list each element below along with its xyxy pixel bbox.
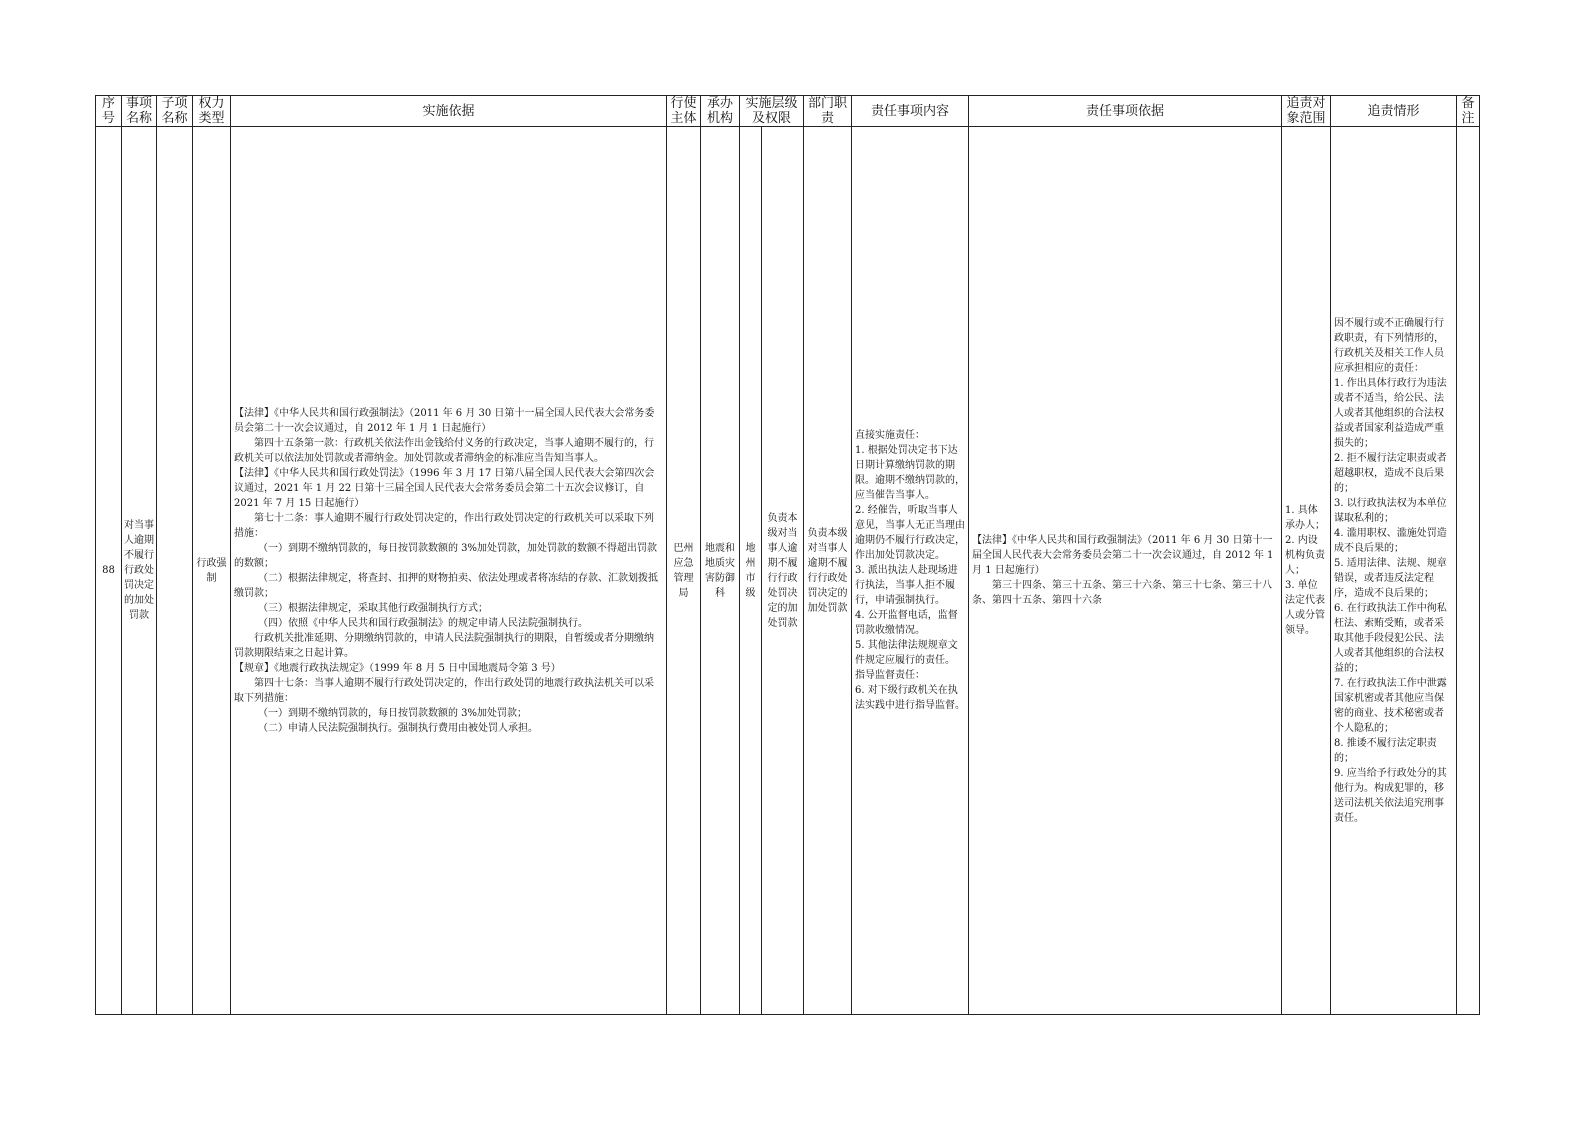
situation-item: 因不履行或不正确履行行政职责，有下列情形的，行政机关及相关工作人员应承担相应的责任：	[1334, 317, 1445, 374]
header-item-name: 事项名称	[122, 96, 157, 127]
basis-paragraph: 行政机关批准延期、分期缴纳罚款的，申请人民法院强制执行的期限，自暂缓或者分期缴纳罚款期限结束之日起计算。	[234, 632, 654, 659]
resp-content-item: 6. 对下级行政机关在执法实践中进行指导监督。	[855, 685, 966, 711]
situation-item: 9. 应当给予行政处分的其他行为。构成犯罪的，移送司法机关依法追究刑事责任。	[1334, 767, 1447, 824]
cell-note	[1457, 127, 1480, 1015]
situation-item: 8. 推诿不履行法定职责的；	[1334, 737, 1437, 764]
resp-basis-paragraph: 第三十四条、第三十五条、第三十六条、第三十七条、第三十八条、第四十五条、第四十六条	[972, 580, 1273, 606]
resp-content-item: 2. 经催告，听取当事人意见，当事人无正当理由逾期仍不履行行政决定，作出加处罚款决定。	[855, 505, 966, 561]
basis-paragraph: 【法律】《中华人民共和国行政强制法》（2011 年 6 月 30 日第十一届全国人民代表大会常务委员会第二十一次会议通过，自 2012 年 1 月 1 日起施行）	[234, 407, 655, 434]
situation-item: 4. 滥用职权、滥施处罚造成不良后果的；	[1334, 527, 1447, 554]
resp-content-item: 1. 根据处罚决定书下达日期计算缴纳罚款的期限。逾期不缴纳罚款的，应当催告当事人。	[855, 445, 966, 501]
basis-paragraph: （一）到期不缴纳罚款的，每日按罚款数额的 3%加处罚款；	[258, 707, 528, 719]
cell-basis	[231, 127, 667, 1015]
resp-content-item: 5. 其他法律法规规章文件规定应履行的责任。	[855, 640, 958, 666]
header-note: 备注	[1457, 96, 1480, 127]
basis-paragraph: 第七十二条：事人逾期不履行行政处罚决定的，作出行政处罚决定的行政机关可以采取下列措施：	[234, 512, 654, 539]
cell-item-name: 对当事人逾期不履行行政处罚决定的加处罚款	[122, 127, 157, 1015]
header-row	[96, 96, 1480, 127]
situation-item: 7. 在行政执法工作中泄露国家机密或者其他应当保密的商业、技术秘密或者个人隐私的；	[1334, 677, 1447, 734]
header-scope: 追责对象范围	[1282, 96, 1331, 127]
resp-content-item: 指导监督责任：	[855, 670, 926, 681]
cell-sub-item-name	[157, 127, 193, 1015]
basis-paragraph: （二）申请人民法院强制执行。强制执行费用由被处罚人承担。	[258, 722, 538, 734]
table-row	[96, 127, 1480, 1015]
basis-paragraph: 【法律】《中华人民共和国行政处罚法》（1996 年 3 月 17 日第八届全国人民代表大会第四次会议通过，2021 年 1 月 22 日第十三届全国人民代表大会常务委员会第二十五次会议修订，自 2021 年 7 月 15 日起施行）	[234, 467, 655, 509]
resp-basis-paragraph: 【法律】《中华人民共和国行政强制法》（2011 年 6 月 30 日第十一届全国人民代表大会常务委员会第二十一次会议通过，自 2012 年 1 月 1 日起施行）	[972, 535, 1277, 576]
header-level: 实施层级及权限	[740, 96, 804, 127]
cell-power-type: 行政强制	[193, 127, 231, 1015]
basis-paragraph: （三）根据法律规定，采取其他行政强制执行方式；	[258, 602, 488, 614]
scope-item: 1. 具体承办人；	[1285, 505, 1326, 531]
resp-content-list	[855, 428, 965, 713]
basis-paragraph: 第四十七条：当事人逾期不履行行政处罚决定的，作出行政处罚的地震行政执法机关可以采取下列措施：	[234, 677, 654, 704]
situation-item: 5. 适用法律、法规、规章错误，或者违反法定程序，造成不良后果的；	[1334, 557, 1447, 599]
header-sub-item-name: 子项名称	[157, 96, 193, 127]
situation-item: 3. 以行政执法权为本单位谋取私利的；	[1334, 497, 1447, 524]
resp-content-item: 直接实施责任：	[855, 430, 926, 441]
situations-list	[1334, 316, 1453, 826]
resp-content-item: 3. 派出执法人赴现场进行执法，当事人拒不履行，申请强制执行。	[855, 565, 958, 606]
cell-subject: 巴州应急管理局	[667, 127, 701, 1015]
scope-list	[1285, 503, 1327, 638]
scope-item: 2. 内设机构负责人；	[1285, 535, 1326, 576]
header-subject: 行使主体	[667, 96, 701, 127]
situation-item: 1. 作出具体行政行为违法或者不适当，给公民、法人或者其他组织的合法权益或者国家利益造成严重损失的；	[1334, 377, 1447, 449]
cell-level: 地州市级	[740, 127, 762, 1015]
cell-resp-content	[852, 127, 969, 1015]
basis-paragraph: 第四十五条第一款：行政机关依法作出金钱给付义务的行政决定，当事人逾期不履行的，行政机关可以依法加处罚款或者滞纳金。加处罚款或者滞纳金的标准应当告知当事人。	[234, 437, 654, 464]
situation-item: 2. 拒不履行法定职责或者超越职权，造成不良后果的；	[1334, 452, 1447, 494]
cell-resp-basis	[969, 127, 1282, 1015]
cell-agency: 地震和地质灾害防御科	[701, 127, 740, 1015]
basis-paragraph: （四）依照《中华人民共和国行政强制法》的规定申请人民法院强制执行。	[258, 617, 588, 629]
situation-item: 6. 在行政执法工作中徇私枉法、索贿受贿，或者采取其他手段侵犯公民、法人或者其他组织的合法权益的；	[1334, 602, 1447, 674]
header-dept-duty: 部门职责	[804, 96, 852, 127]
basis-paragraph: 【规章】《地震行政执法规定》（1999 年 8 月 5 日中国地震局令第 3 号）	[234, 662, 561, 674]
resp-content-item: 4. 公开监督电话，监督罚款收缴情况。	[855, 610, 958, 636]
resp-basis-paragraphs	[972, 533, 1278, 608]
scope-item: 3. 单位法定代表人或分管领导。	[1285, 580, 1326, 636]
header-seq: 序号	[96, 96, 122, 127]
header-resp-basis: 责任事项依据	[969, 96, 1282, 127]
cell-dept-duty: 负责本级对当事人逾期不履行行政处罚决定的加处罚款	[804, 127, 852, 1015]
cell-situations	[1331, 127, 1457, 1015]
basis-paragraph: （二）根据法律规定，将查封、扣押的财物拍卖、依法处理或者将冻结的存款、汇款划拨抵缴罚款；	[234, 572, 658, 599]
responsibility-table	[95, 95, 1480, 1015]
cell-scope	[1282, 127, 1331, 1015]
header-situations: 追责情形	[1331, 96, 1457, 127]
basis-paragraphs	[234, 406, 663, 736]
cell-level-scope: 负责本级对当事人逾期不履行行政处罚决定的加处罚款	[762, 127, 804, 1015]
header-basis: 实施依据	[231, 96, 667, 127]
header-resp-content: 责任事项内容	[852, 96, 969, 127]
header-power-type: 权力类型	[193, 96, 231, 127]
header-agency: 承办机构	[701, 96, 740, 127]
cell-seq: 88	[96, 127, 122, 1015]
basis-paragraph: （一）到期不缴纳罚款的，每日按罚款数额的 3%加处罚款，加处罚款的数额不得超出罚款的数额；	[234, 542, 658, 569]
